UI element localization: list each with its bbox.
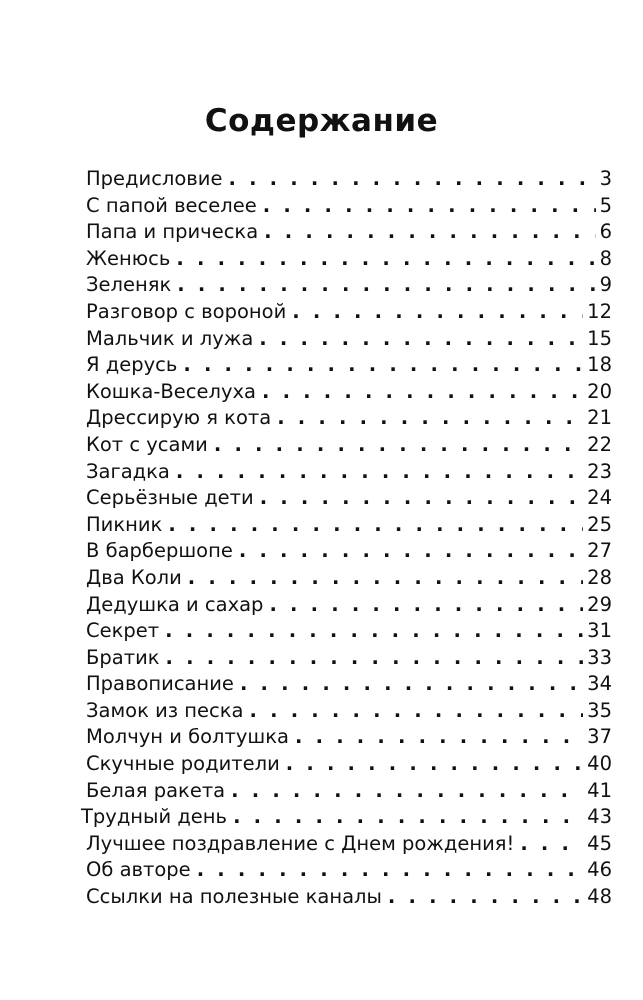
dot-leader — [240, 671, 583, 698]
dot-leader — [183, 352, 583, 379]
entry-page-number: 9 — [599, 273, 612, 297]
entry-title: Секрет — [86, 619, 160, 643]
entry-title: Женюсь — [86, 246, 171, 270]
entry-page-number: 40 — [587, 752, 612, 776]
toc-entry — [86, 432, 612, 459]
toc-entry — [86, 459, 612, 486]
dot-leader — [228, 166, 595, 193]
entry-page-number: 15 — [587, 326, 612, 350]
entry-page-number: 43 — [587, 805, 612, 829]
entry-page-number: 28 — [587, 565, 612, 589]
entry-title: С папой веселее — [86, 193, 257, 217]
entry-page-number: 24 — [587, 486, 612, 510]
entry-title: Братик — [86, 645, 160, 669]
entry-title: Я дерусь — [86, 353, 178, 377]
entry-page-number: 27 — [587, 539, 612, 563]
entry-page-number: 33 — [587, 645, 612, 669]
dot-leader — [260, 485, 583, 512]
dot-leader — [250, 698, 584, 725]
toc-entry — [86, 166, 612, 193]
entry-title: Пикник — [86, 512, 163, 536]
entry-title: Ссылки на полезные каналы — [86, 885, 382, 909]
table-of-contents — [81, 166, 612, 911]
entry-page-number: 12 — [587, 299, 612, 323]
toc-entry — [86, 485, 612, 512]
dot-leader — [520, 831, 583, 858]
dot-leader — [388, 884, 583, 911]
dot-leader — [165, 618, 583, 645]
entry-page-number: 31 — [587, 619, 612, 643]
toc-entry — [86, 671, 612, 698]
dot-leader — [239, 538, 583, 565]
entry-title: В барбершопе — [86, 539, 233, 563]
entry-page-number: 22 — [587, 432, 612, 456]
toc-entry — [86, 219, 612, 246]
entry-page-number: 37 — [587, 725, 612, 749]
toc-entry — [86, 538, 612, 565]
entry-title: Зеленяк — [86, 273, 172, 297]
entry-page-number: 46 — [587, 858, 612, 882]
entry-title: Предисловие — [86, 167, 223, 190]
dot-leader — [188, 565, 583, 592]
dot-leader — [176, 246, 595, 273]
dot-leader — [197, 857, 583, 884]
dot-leader — [295, 724, 583, 751]
entry-page-number: 48 — [587, 885, 612, 909]
entry-title: Замок из песка — [86, 698, 244, 722]
entry-title: Мальчик и лужа — [86, 326, 254, 350]
toc-entry — [86, 565, 612, 592]
toc-entry — [86, 618, 612, 645]
entry-title: Дрессирую я кота — [86, 406, 272, 430]
entry-page-number: 25 — [587, 512, 612, 536]
dot-leader — [166, 645, 584, 672]
dot-leader — [292, 299, 583, 326]
dot-leader — [177, 272, 595, 299]
entry-title: Серьёзные дети — [86, 486, 254, 510]
entry-page-number: 8 — [599, 246, 612, 270]
toc-entry — [86, 405, 612, 432]
entry-page-number: 35 — [587, 698, 612, 722]
entry-title: Дедушка и сахар — [86, 592, 264, 616]
entry-title: Разговор с вороной — [86, 299, 287, 323]
entry-title: Трудный день — [81, 805, 228, 829]
toc-entry — [86, 272, 612, 299]
entry-title: Кот с усами — [86, 432, 208, 456]
dot-leader — [176, 459, 583, 486]
dot-leader — [231, 778, 583, 805]
dot-leader — [168, 512, 583, 539]
entry-page-number: 45 — [587, 831, 612, 855]
entry-title: Папа и прическа — [86, 220, 259, 244]
entry-title: Кошка-Веселуха — [86, 379, 256, 403]
entry-title: Белая ракета — [86, 778, 226, 802]
entry-page-number: 5 — [599, 193, 612, 217]
entry-page-number: 41 — [587, 778, 612, 802]
entry-page-number: 20 — [587, 379, 612, 403]
dot-leader — [233, 804, 583, 831]
toc-entry — [86, 831, 612, 858]
toc-entry — [86, 246, 612, 273]
dot-leader — [263, 193, 596, 220]
entry-title: Скучные родители — [86, 752, 280, 776]
entry-title: Молчун и болтушка — [86, 725, 289, 749]
page-title: Содержание — [204, 103, 439, 139]
entry-page-number: 29 — [587, 592, 612, 616]
entry-title: Два Коли — [86, 565, 182, 589]
toc-entry — [86, 352, 612, 379]
dot-leader — [277, 405, 583, 432]
toc-entry — [86, 751, 612, 778]
entry-title: Загадка — [86, 459, 170, 483]
toc-entry — [86, 512, 612, 539]
entry-page-number: 18 — [587, 353, 612, 377]
entry-title: Об авторе — [86, 858, 191, 882]
toc-entry — [86, 193, 612, 220]
toc-entry — [86, 645, 612, 672]
dot-leader — [259, 326, 583, 353]
entry-page-number: 23 — [587, 459, 612, 483]
toc-entry — [86, 326, 612, 353]
entry-title: Правописание — [86, 672, 234, 696]
entry-page-number: 3 — [599, 167, 612, 190]
dot-leader — [214, 432, 583, 459]
toc-entry — [86, 857, 612, 884]
entry-page-number: 21 — [587, 406, 612, 430]
entry-page-number: 6 — [599, 220, 612, 244]
toc-entry — [86, 299, 612, 326]
toc-entry — [81, 804, 612, 831]
toc-entry — [86, 884, 612, 911]
toc-entry — [86, 592, 612, 619]
toc-entry — [86, 698, 612, 725]
dot-leader — [262, 379, 583, 406]
dot-leader — [269, 592, 583, 619]
entry-page-number: 34 — [587, 672, 612, 696]
entry-title: Лучшее поздравление с Днем рождения! — [86, 831, 515, 855]
dot-leader — [264, 219, 595, 246]
dot-leader — [286, 751, 583, 778]
toc-entry — [86, 379, 612, 406]
toc-entry — [86, 724, 612, 751]
toc-entry — [86, 778, 612, 805]
